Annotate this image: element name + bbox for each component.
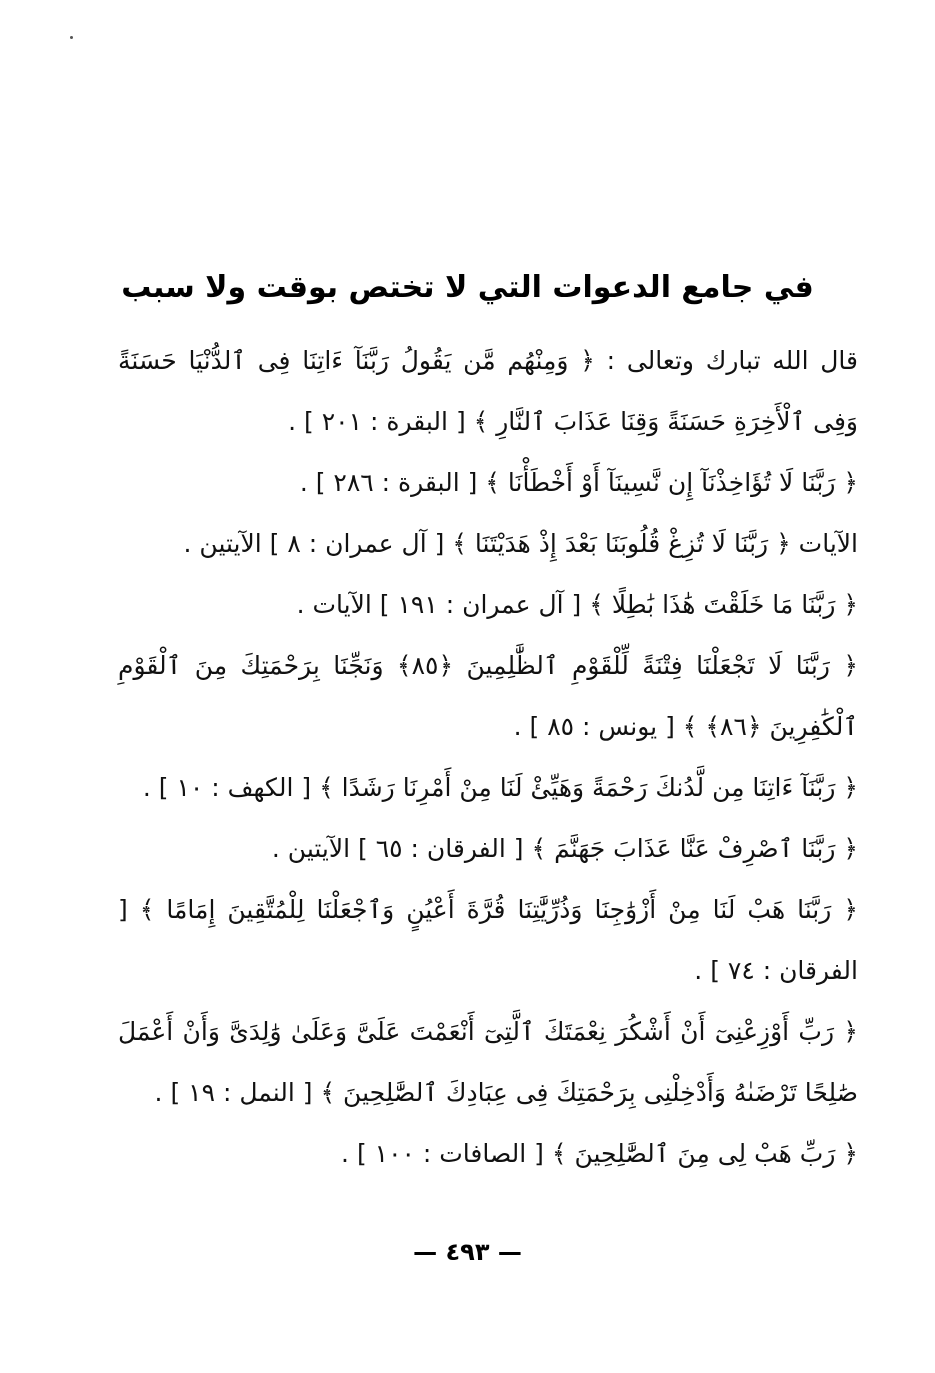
verse-paragraph-6: ﴿ رَبَّنَآ ءَاتِنَا مِن لَّدُنكَ رَحْمَةً وَهَيِّئْ لَنَا مِنْ أَمْرِنَا رَشَدًا ﴾ [ الكهف : ١٠ ] . (142, 773, 858, 802)
verse-paragraph-7: ﴿ رَبَّنَا ٱصْرِفْ عَنَّا عَذَابَ جَهَنَّمَ ﴾ [ الفرقان : ٦٥ ] الآيتين . (271, 834, 858, 863)
page-number: — ٤٩٣ — (413, 1238, 522, 1266)
verse-paragraph-10: ﴿ رَبِّ هَبْ لِى مِنَ ٱلصَّٰلِحِينَ ﴾ [ الصافات : ١٠٠ ] . (341, 1139, 858, 1168)
scan-speck (70, 36, 73, 39)
verse-paragraph-3: الآيات ﴿ رَبَّنَا لَا تُزِغْ قُلُوبَنَا بَعْدَ إِذْ هَدَيْتَنَا ﴾ [ آل عمران : ٨ ] الآيتين . (183, 529, 858, 558)
verse-paragraph-2: ﴿ رَبَّنَا لَا تُؤَاخِذْنَآ إِن نَّسِينَآ أَوْ أَخْطَأْنَا ﴾ [ البقرة : ٢٨٦ ] . (299, 468, 858, 497)
section-title: في جامع الدعوات التي لا تختص بوقت ولا سبب (121, 270, 814, 306)
verse-paragraph-5: ﴿ رَبَّنَا لَا تَجْعَلْنَا فِتْنَةً لِّلْقَوْمِ ٱلظَّٰلِمِينَ ﴿٨٥﴾ وَنَجِّنَا بِرَحْمَتِكَ مِنَ ٱلْقَوْمِ ٱلْكَٰفِرِينَ ﴿٨٦﴾ ﴾ [ يونس : ٨٥ ] . (118, 651, 859, 741)
verse-paragraph-1: قال الله تبارك وتعالى : ﴿ وَمِنْهُم مَّن يَقُولُ رَبَّنَآ ءَاتِنَا فِى ٱلدُّنْيَا حَسَنَةً وَفِى ٱلْأَخِرَةِ حَسَنَةً وَقِنَا عَذَابَ ٱلنَّارِ ﴾ [ البقرة : ٢٠١ ] . (118, 346, 858, 436)
verse-paragraph-8: ﴿ رَبَّنَا هَبْ لَنَا مِنْ أَزْوَٰجِنَا وَذُرِّيَّٰتِنَا قُرَّةَ أَعْيُنٍ وَٱجْعَلْنَا لِلْمُتَّقِينَ إِمَامًا ﴾ [ الفرقان : ٧٤ ] . (118, 895, 858, 985)
verse-paragraph-4: ﴿ رَبَّنَا مَا خَلَقْتَ هَٰذَا بَٰطِلًا ﴾ [ آل عمران : ١٩١ ] الآيات . (296, 590, 858, 619)
page-body (118, 330, 858, 1184)
verse-paragraph-9: ﴿ رَبِّ أَوْزِعْنِىٓ أَنْ أَشْكُرَ نِعْمَتَكَ ٱلَّتِىٓ أَنْعَمْتَ عَلَىَّ وَعَلَىٰ وَٰلِدَىَّ وَأَنْ أَعْمَلَ صَٰلِحًا تَرْضَىٰهُ وَأَدْخِلْنِى بِرَحْمَتِكَ فِى عِبَادِكَ ٱلصَّٰلِحِينَ ﴾ [ النمل : ١٩ ] . (118, 1017, 858, 1107)
